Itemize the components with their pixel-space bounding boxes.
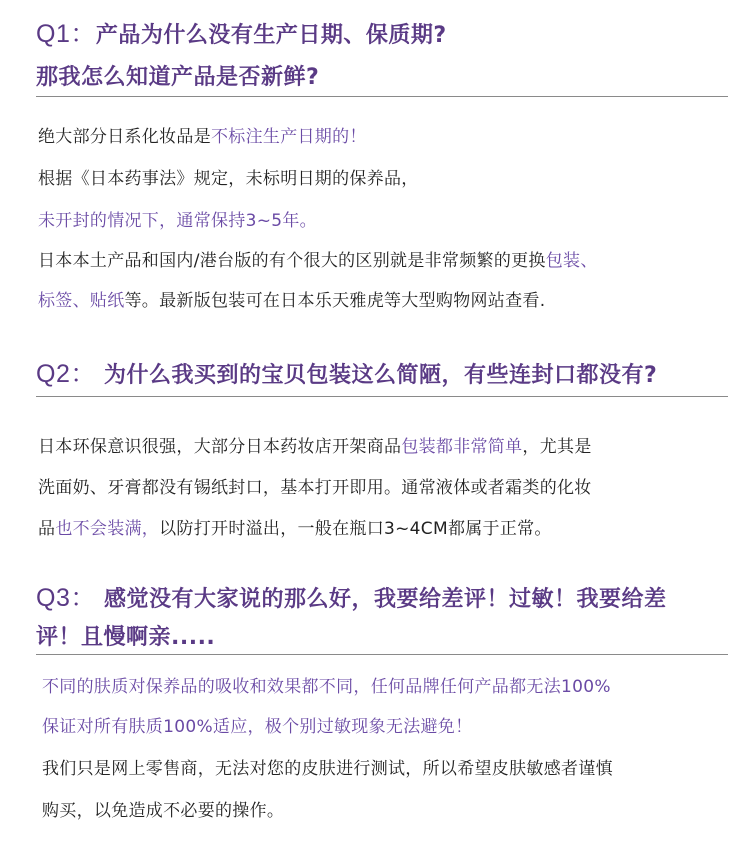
q3-title-line1: [36, 578, 667, 614]
q2-p3-highlight: 也不会装满，: [55, 519, 160, 539]
q2-paragraph-3: [38, 514, 552, 539]
q2-label: Q2：: [36, 360, 96, 388]
q3-label: Q3：: [36, 584, 96, 612]
q1-p1-text: 绝大部分日系化妆品是: [38, 127, 211, 147]
q1-title-line2: 那我怎么知道产品是否新鲜?: [36, 65, 320, 90]
q1-p5-text: 等。最新版包装可在日本乐天雅虎等大型购物网站查看.: [124, 291, 546, 311]
q1-divider: [36, 96, 728, 97]
q2-p1-text: 日本环保意识很强，大部分日本药妆店开架商品: [38, 437, 402, 457]
q1-paragraph-3: 未开封的情况下，通常保持3~5年。: [38, 211, 317, 231]
q3-paragraph-2: 保证对所有肤质100%适应，极个别过敏现象无法避免！: [42, 717, 473, 737]
q2-p1-highlight: 包装都非常简单: [401, 437, 523, 457]
q2-question: 为什么我买到的宝贝包装这么简陋，有些连封口都没有?: [95, 363, 658, 388]
q3-question: 感觉没有大家说的那么好，我要给差评！过敏！我要给差: [95, 587, 667, 612]
q1-question: 产品为什么没有生产日期、保质期?: [95, 23, 447, 48]
q1-paragraph-1: [38, 122, 367, 147]
q1-p5-highlight: 标签、贴纸: [38, 291, 125, 311]
q1-p4-highlight: 包装、: [545, 251, 598, 271]
q2-p3-text: 品: [38, 519, 56, 539]
q3-paragraph-3: 我们只是网上零售商，无法对您的皮肤进行测试，所以希望皮肤敏感者谨慎: [42, 759, 613, 779]
q1-paragraph-5: [38, 286, 545, 311]
q2-divider: [36, 396, 728, 397]
q2-paragraph-2: 洗面奶、牙膏都没有锡纸封口，基本打开即用。通常液体或者霜类的化妆: [38, 478, 592, 498]
q2-p1-text-end: ，尤其是: [522, 437, 592, 457]
q2-paragraph-1: [38, 432, 592, 457]
q3-paragraph-4: 购买，以免造成不必要的操作。: [42, 801, 285, 821]
q1-paragraph-2: 根据《日本药事法》规定，未标明日期的保养品，: [38, 169, 419, 189]
q2-p3-text-end: 以防打开时溢出，一般在瓶口3~4CM都属于正常。: [159, 519, 552, 539]
q1-p4-text: 日本本土产品和国内/港台版的有个很大的区别就是非常频繁的更换: [38, 251, 546, 271]
q3-paragraph-1: 不同的肤质对保养品的吸收和效果都不同，任何品牌任何产品都无法100%: [42, 677, 611, 697]
q3-title-line2: 评！且慢啊亲.....: [36, 625, 216, 650]
q3-divider: [36, 654, 728, 655]
q1-label: Q1：: [36, 20, 96, 48]
q1-title-line1: [36, 14, 447, 50]
q2-title: [36, 354, 657, 390]
q1-p1-highlight: 不标注生产日期的！: [211, 127, 367, 147]
q1-paragraph-4: [38, 246, 598, 271]
